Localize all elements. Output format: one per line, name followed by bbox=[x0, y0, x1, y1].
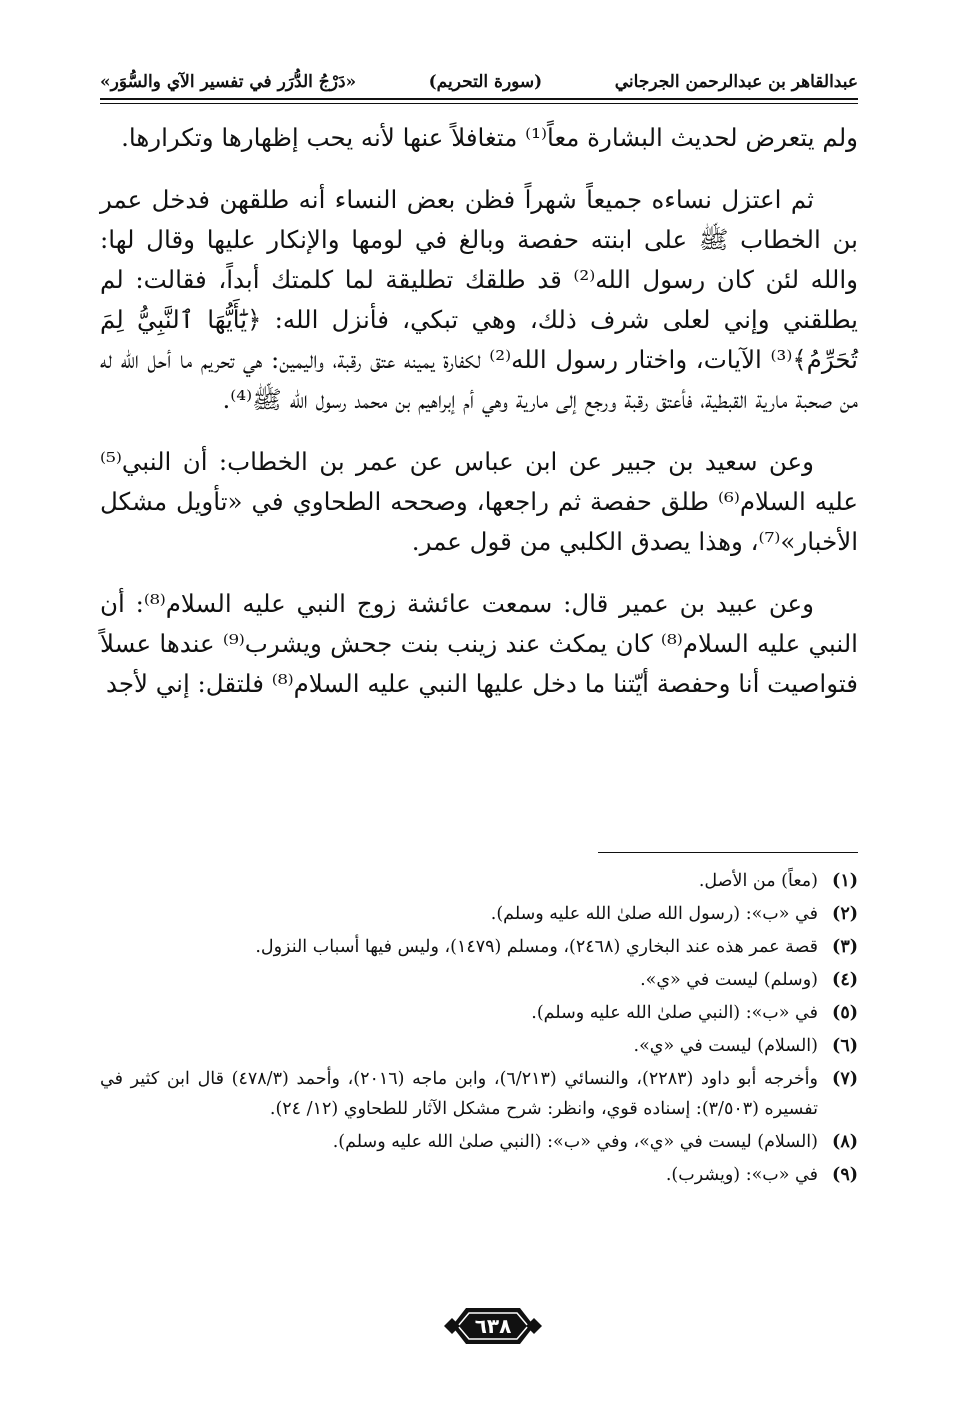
footnote bbox=[100, 998, 858, 1028]
footnote bbox=[100, 1064, 858, 1124]
header-book-title: «دَرْجُ الدُّرَر في تفسير الآي والسُّوَر» bbox=[100, 72, 357, 92]
footnote-text: (معاً) من الأصل. bbox=[698, 871, 818, 891]
footnote-text: في «ب»: (ويشرب). bbox=[665, 1165, 818, 1185]
footnote bbox=[100, 899, 858, 929]
page-number: ٦٣٨ bbox=[474, 1314, 512, 1338]
footnote-number: (٩) bbox=[832, 1165, 858, 1185]
paragraph: وعن سعيد بن جبير عن ابن عباس عن عمر بن الخطاب: أن النبي⁽⁵⁾ عليه السلام⁽⁶⁾ طلق حفصة ثم راجعها، وصححه الطحاوي في «تأويل مشكل الأخبار»⁽⁷⁾، وهذا يصدق الكلبي من قول عمر. bbox=[100, 447, 858, 556]
paragraph: ثم اعتزل نساءه جميعاً شهراً فظن بعض النساء أنه طلقهن فدخل عمر بن الخطاب ﷺ على ابنته حفصة وبالغ في لومها والإنكار عليها وقال لها: والله لئن كان رسول الله⁽²⁾ قد طلقك تطليقة لما كلمتك أبداً، فقالت: لم يطلقني وإني لعلى شرف ذلك، وهي تبكي، فأنزل الله: ﴿يَٰٓأَيُّهَا ٱلنَّبِيُّ لِمَ تُحَرِّمُ﴾⁽³⁾ الآيات، واختار رسول الله⁽²⁾ لكفارة يمينه عتق رقبة، واليمين: هي تحريم ما أحل الله له من صحبة مارية القبطية، فأعتق رقبة ورجع إلى مارية وهي أم إبراهيم بن محمد رسول الله ﷺ⁽⁴⁾. bbox=[100, 185, 859, 414]
main-text bbox=[100, 118, 858, 726]
header-surah: (سورة التحريم) bbox=[428, 72, 543, 92]
footnote-number: (٦) bbox=[832, 1036, 858, 1056]
footnote-text: في «ب»: (النبي صلىٰ الله عليه وسلم). bbox=[531, 1003, 818, 1023]
footnote-number: (٨) bbox=[832, 1132, 858, 1152]
footnotes bbox=[100, 866, 858, 1193]
footnote-text: وأخرجه أبو داود (٢٢٨٣)، والنسائي (٦/٢١٣)، وابن ماجه (٢٠١٦)، وأحمد (٤٧٨/٣) قال ابن كثير في تفسيره (٣/٥٠٣): إسناده قوي، وانظر: شرح مشكل الآثار للطحاوي (١٢/ ٢٤). bbox=[100, 1069, 818, 1119]
footnote-text: في «ب»: (رسول الله صلىٰ الله عليه وسلم). bbox=[490, 904, 818, 924]
footnote-divider bbox=[598, 852, 858, 853]
footnote-number: (٥) bbox=[832, 1003, 858, 1023]
footnote-text: (وسلم) ليست في «ي». bbox=[640, 970, 818, 990]
page-number-ornament bbox=[444, 1304, 542, 1348]
footnote-number: (١) bbox=[832, 871, 858, 891]
footnote bbox=[100, 866, 858, 896]
running-header bbox=[100, 62, 858, 92]
header-author: عبدالقاهر بن عبدالرحمن الجرجاني bbox=[614, 72, 858, 92]
footnote-text: (السلام) ليست في «ي». bbox=[633, 1036, 818, 1056]
footnote-text: (السلام) ليست في «ي»، وفي «ب»: (النبي صلىٰ الله عليه وسلم). bbox=[332, 1132, 818, 1152]
footnote bbox=[100, 1160, 858, 1190]
footnote-number: (٣) bbox=[832, 937, 858, 957]
footnote-number: (٧) bbox=[832, 1069, 858, 1089]
footnote-number: (٤) bbox=[832, 970, 858, 990]
paragraph: وعن عبيد بن عمير قال: سمعت عائشة زوج النبي عليه السلام⁽⁸⁾: أن النبي عليه السلام⁽⁸⁾ كان يمكث عند زينب بنت جحش ويشرب⁽⁹⁾ عندها عسلاً فتواصيت أنا وحفصة أيّتنا ما دخل عليها النبي عليه السلام⁽⁸⁾ فلتقل: إني لأجد bbox=[100, 589, 858, 698]
footnote bbox=[100, 1031, 858, 1061]
footnote bbox=[100, 965, 858, 995]
footnote-number: (٢) bbox=[832, 904, 858, 924]
paragraph: ولم يتعرض لحديث البشارة معاً⁽¹⁾ متغافلاً عنها لأنه يحب إظهارها وتكرارها. bbox=[121, 123, 858, 152]
footnote bbox=[100, 932, 858, 962]
footnote-text: قصة عمر هذه عند البخاري (٢٤٦٨)، ومسلم (١٤٧٩)، وليس فيها أسباب النزول. bbox=[255, 937, 818, 957]
footnote bbox=[100, 1127, 858, 1157]
header-divider bbox=[100, 98, 858, 104]
